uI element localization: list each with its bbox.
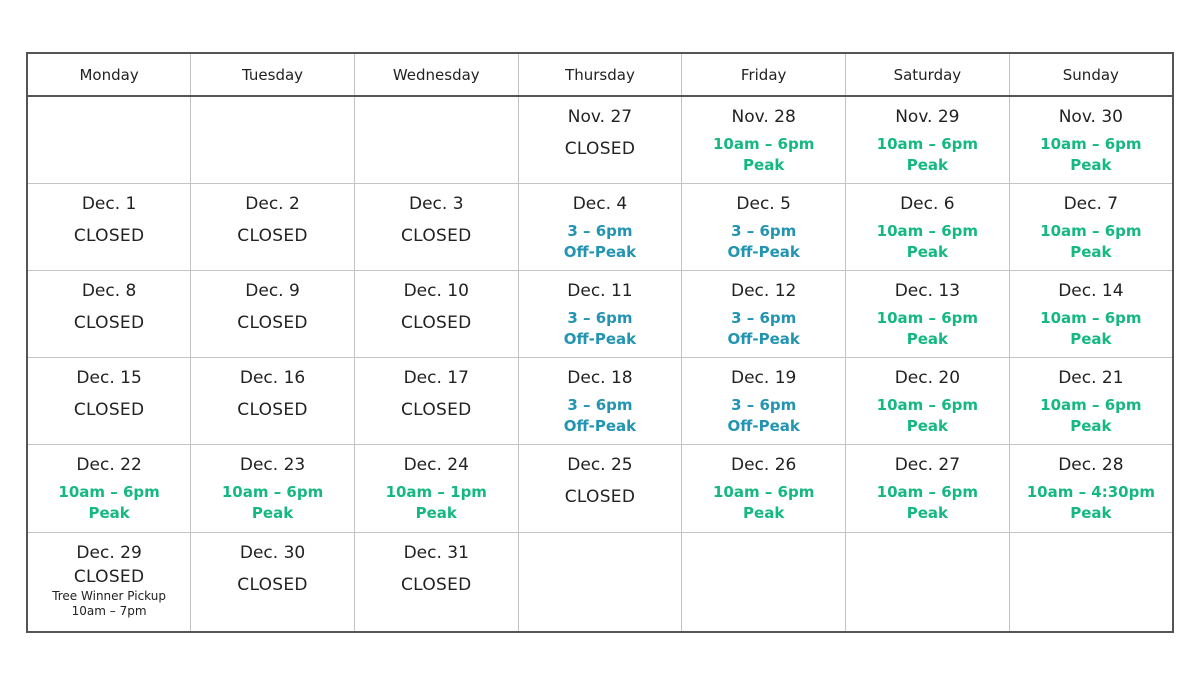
day-cell — [27, 533, 191, 633]
hours-kind: Peak — [906, 330, 948, 348]
day-date: Dec. 16 — [239, 368, 306, 388]
day-date: Nov. 29 — [895, 107, 960, 127]
day-cell — [27, 358, 191, 445]
day-date: Dec. 30 — [239, 543, 306, 563]
day-cell — [354, 445, 518, 533]
closed-label: CLOSED — [73, 567, 145, 587]
hours-time: 10am – 6pm — [876, 135, 979, 153]
hours-time: 10am – 6pm — [1040, 309, 1142, 327]
hours-kind: Peak — [1070, 330, 1112, 348]
hours-kind: Peak — [251, 504, 294, 522]
pickup-note-hours: 10am – 7pm — [71, 604, 147, 618]
day-date: Dec. 24 — [403, 455, 469, 475]
hours-time: 10am – 6pm — [1040, 222, 1142, 240]
hours-time: 3 – 6pm — [567, 309, 633, 327]
hours-kind: Peak — [1070, 504, 1112, 522]
hours-kind: Peak — [415, 504, 457, 522]
hours-kind: Off-Peak — [563, 243, 637, 261]
weekday-header-monday: Monday — [27, 53, 191, 96]
hours-time: 10am – 6pm — [712, 483, 815, 501]
weekday-header-thursday: Thursday — [518, 53, 682, 96]
day-cell — [1009, 358, 1173, 445]
closed-label: CLOSED — [237, 400, 308, 420]
day-date: Dec. 15 — [76, 368, 142, 388]
hours-time: 3 – 6pm — [731, 396, 797, 414]
hours-time: 10am – 6pm — [876, 222, 979, 240]
day-date: Dec. 18 — [567, 368, 633, 388]
hours-kind: Peak — [1070, 243, 1112, 261]
open-hours — [519, 308, 682, 350]
day-cell — [846, 96, 1010, 184]
day-cell — [682, 271, 846, 358]
day-cell — [191, 533, 355, 633]
hours-time: 10am – 6pm — [712, 135, 815, 153]
closed-label: CLOSED — [400, 400, 472, 420]
weekday-header-saturday: Saturday — [846, 53, 1010, 96]
week-row — [27, 96, 1173, 184]
day-cell — [518, 96, 682, 184]
day-date: Dec. 4 — [572, 194, 628, 214]
weekday-header-wednesday: Wednesday — [354, 53, 518, 96]
open-hours — [1010, 482, 1172, 524]
day-cell — [846, 271, 1010, 358]
day-cell — [682, 358, 846, 445]
weekday-header-row — [27, 53, 1173, 96]
open-hours — [1010, 134, 1172, 176]
day-date: Dec. 5 — [736, 194, 791, 214]
hours-kind: Peak — [743, 504, 785, 522]
day-cell — [846, 358, 1010, 445]
empty-day-cell — [1009, 533, 1173, 633]
hours-kind: Off-Peak — [727, 243, 800, 261]
hours-time: 10am – 6pm — [876, 483, 979, 501]
hours-kind: Peak — [906, 417, 948, 435]
day-date: Dec. 23 — [239, 455, 306, 475]
day-cell — [1009, 271, 1173, 358]
hours-kind: Peak — [743, 156, 785, 174]
hours-time: 10am – 6pm — [221, 483, 324, 501]
hours-time: 3 – 6pm — [567, 396, 633, 414]
day-date: Dec. 27 — [894, 455, 961, 475]
day-cell — [846, 184, 1010, 271]
hours-kind: Peak — [1070, 417, 1112, 435]
hours-time: 10am – 6pm — [1040, 396, 1142, 414]
closed-label: CLOSED — [73, 226, 145, 246]
empty-day-cell — [27, 96, 191, 184]
day-cell — [354, 184, 518, 271]
open-hours — [682, 221, 845, 263]
open-hours — [28, 482, 190, 524]
day-date: Dec. 28 — [1058, 455, 1124, 475]
week-row — [27, 445, 1173, 533]
open-hours — [846, 308, 1009, 350]
open-hours — [1010, 308, 1172, 350]
day-date: Dec. 3 — [408, 194, 464, 214]
day-cell — [518, 358, 682, 445]
day-cell — [518, 271, 682, 358]
day-date: Dec. 8 — [81, 281, 137, 301]
day-date: Dec. 11 — [567, 281, 633, 301]
empty-day-cell — [191, 96, 355, 184]
day-date: Nov. 27 — [567, 107, 633, 127]
pickup-note-title: Tree Winner Pickup — [52, 589, 166, 603]
day-cell — [27, 445, 191, 533]
open-hours — [355, 482, 518, 524]
closed-label: CLOSED — [73, 313, 145, 333]
day-date: Dec. 7 — [1063, 194, 1119, 214]
open-hours — [682, 134, 845, 176]
week-row — [27, 184, 1173, 271]
open-hours — [682, 308, 845, 350]
open-hours — [191, 482, 354, 524]
hours-kind: Off-Peak — [563, 417, 637, 435]
day-date: Dec. 19 — [730, 368, 797, 388]
open-hours — [846, 482, 1009, 524]
weekday-header-sunday: Sunday — [1009, 53, 1173, 96]
day-cell — [518, 184, 682, 271]
hours-kind: Off-Peak — [727, 417, 800, 435]
week-row — [27, 533, 1173, 633]
open-hours — [846, 395, 1009, 437]
day-cell — [191, 445, 355, 533]
day-cell — [354, 533, 518, 633]
open-hours — [682, 482, 845, 524]
open-hours — [846, 221, 1009, 263]
empty-day-cell — [846, 533, 1010, 633]
hours-kind: Peak — [906, 243, 948, 261]
day-date: Dec. 22 — [76, 455, 142, 475]
hours-time: 10am – 4:30pm — [1026, 483, 1155, 501]
day-cell — [518, 445, 682, 533]
closed-label: CLOSED — [237, 575, 308, 595]
closed-label: CLOSED — [400, 313, 472, 333]
day-date: Dec. 25 — [567, 455, 633, 475]
day-cell — [846, 445, 1010, 533]
closed-label: CLOSED — [237, 313, 308, 333]
day-cell — [682, 184, 846, 271]
open-hours — [1010, 395, 1172, 437]
day-cell — [191, 358, 355, 445]
day-date: Nov. 28 — [731, 107, 796, 127]
day-date: Dec. 6 — [900, 194, 955, 214]
empty-day-cell — [682, 533, 846, 633]
day-date: Dec. 2 — [245, 194, 300, 214]
day-date: Dec. 14 — [1058, 281, 1124, 301]
closed-label: CLOSED — [564, 139, 636, 159]
day-cell — [191, 184, 355, 271]
day-cell — [27, 271, 191, 358]
open-hours — [682, 395, 845, 437]
hours-time: 10am – 6pm — [58, 483, 160, 501]
hours-time: 3 – 6pm — [731, 222, 797, 240]
open-hours — [846, 134, 1009, 176]
open-hours — [519, 395, 682, 437]
day-date: Dec. 12 — [730, 281, 797, 301]
hours-kind: Off-Peak — [563, 330, 637, 348]
day-cell — [27, 184, 191, 271]
day-date: Dec. 10 — [403, 281, 469, 301]
closed-label: CLOSED — [237, 226, 308, 246]
hours-time: 10am – 1pm — [385, 483, 487, 501]
closed-label: CLOSED — [400, 575, 472, 595]
empty-day-cell — [518, 533, 682, 633]
day-date: Dec. 20 — [894, 368, 961, 388]
hours-kind: Off-Peak — [727, 330, 800, 348]
hours-calendar — [26, 52, 1174, 633]
day-date: Dec. 9 — [245, 281, 300, 301]
open-hours — [1010, 221, 1172, 263]
day-cell — [682, 445, 846, 533]
hours-kind: Peak — [1070, 156, 1112, 174]
day-date: Dec. 17 — [403, 368, 469, 388]
hours-time: 10am – 6pm — [876, 396, 979, 414]
day-cell — [354, 358, 518, 445]
day-cell — [1009, 96, 1173, 184]
hours-kind: Peak — [906, 504, 948, 522]
closed-label: CLOSED — [564, 487, 636, 507]
day-cell — [354, 271, 518, 358]
day-date: Dec. 13 — [894, 281, 961, 301]
closed-label: CLOSED — [73, 400, 145, 420]
hours-time: 10am – 6pm — [1040, 135, 1142, 153]
hours-kind: Peak — [88, 504, 130, 522]
day-date: Dec. 1 — [81, 194, 137, 214]
hours-time: 3 – 6pm — [567, 222, 633, 240]
day-date: Dec. 29 — [76, 543, 142, 563]
day-cell — [1009, 445, 1173, 533]
day-date: Dec. 26 — [730, 455, 797, 475]
day-cell — [191, 271, 355, 358]
empty-day-cell — [354, 96, 518, 184]
week-row — [27, 271, 1173, 358]
day-cell — [1009, 184, 1173, 271]
day-cell — [682, 96, 846, 184]
closed-label: CLOSED — [400, 226, 472, 246]
pickup-note — [28, 589, 190, 619]
day-date: Dec. 21 — [1058, 368, 1124, 388]
weekday-header-tuesday: Tuesday — [191, 53, 355, 96]
weekday-header-friday: Friday — [682, 53, 846, 96]
hours-time: 3 – 6pm — [731, 309, 797, 327]
day-date: Dec. 31 — [403, 543, 469, 563]
hours-time: 10am – 6pm — [876, 309, 979, 327]
open-hours — [519, 221, 682, 263]
day-date: Nov. 30 — [1058, 107, 1124, 127]
week-row — [27, 358, 1173, 445]
hours-kind: Peak — [906, 156, 948, 174]
